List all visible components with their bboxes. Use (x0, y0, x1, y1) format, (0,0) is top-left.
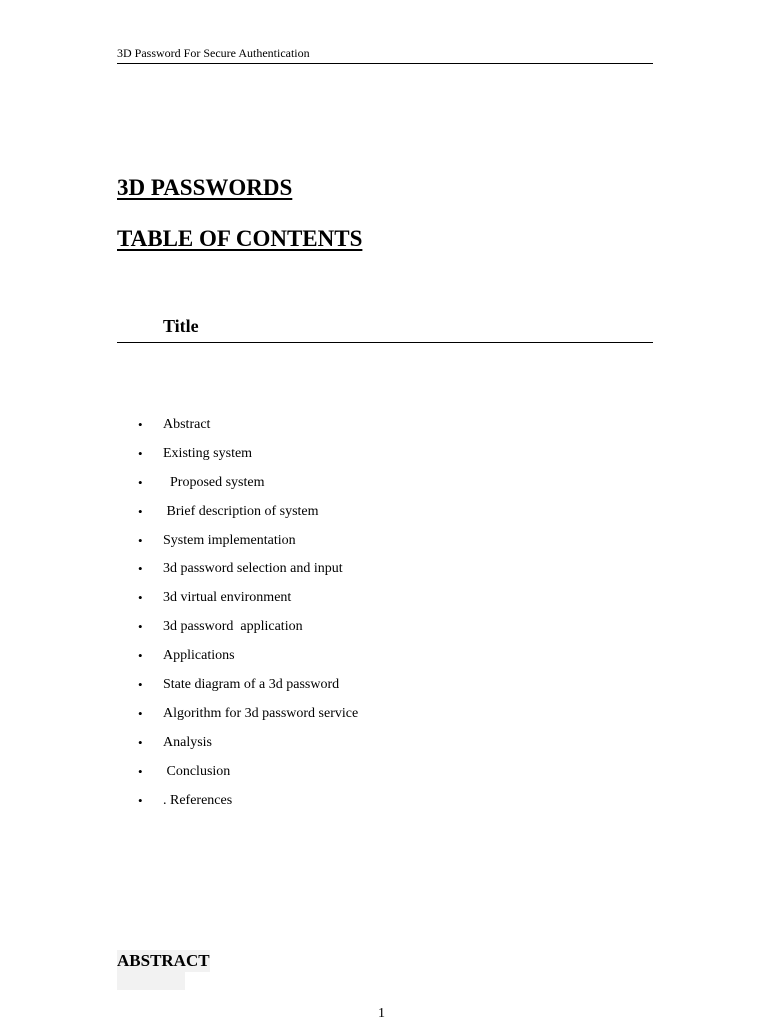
bullet-icon: • (138, 763, 143, 779)
bullet-icon: • (138, 734, 143, 750)
bullet-icon: • (138, 648, 143, 664)
toc-heading: TABLE OF CONTENTS (117, 226, 363, 251)
toc-item-label: 3d password selection and input (163, 561, 343, 577)
toc-item-label: Abstract (163, 417, 211, 432)
running-header-title: 3D Password For Secure Authentication (117, 46, 310, 60)
bullet-icon: • (138, 417, 143, 432)
toc-item (117, 472, 265, 501)
document-title: 3D PASSWORDS (117, 175, 293, 200)
toc-item (117, 587, 292, 616)
bullet-icon: • (138, 445, 143, 461)
toc-item (117, 732, 212, 761)
bullet-icon: • (138, 619, 143, 635)
abstract-section (117, 950, 210, 990)
toc-item-label: Algorithm for 3d password service (163, 705, 359, 721)
toc-item-label: Applications (163, 648, 235, 664)
toc-item-label: Brief description of system (163, 503, 319, 519)
bullet-icon: • (138, 474, 143, 490)
toc-item (117, 761, 231, 790)
toc-item (117, 645, 235, 674)
toc-item (117, 616, 303, 645)
toc-item-label: Analysis (163, 734, 212, 750)
running-header (117, 46, 653, 64)
toc-item-label: Conclusion (163, 763, 231, 779)
toc-column-header (117, 313, 653, 343)
bullet-icon: • (138, 792, 143, 808)
toc-item-label: 3d virtual environment (163, 590, 292, 606)
toc-item (117, 530, 296, 559)
toc-item-label: Existing system (163, 445, 253, 461)
toc-item (117, 501, 319, 530)
bullet-icon: • (138, 532, 143, 548)
toc-item (117, 443, 253, 472)
toc-item-label: State diagram of a 3d password (163, 677, 340, 693)
bullet-icon: • (138, 705, 143, 721)
page-number: 1 (378, 1006, 385, 1021)
toc-item (117, 414, 211, 443)
bullet-icon: • (138, 503, 143, 519)
toc-item (117, 703, 359, 732)
toc-item-label: Proposed system (163, 474, 265, 490)
toc-item-label: 3d password application (163, 619, 303, 635)
abstract-heading: ABSTRACT (117, 951, 210, 970)
bullet-icon: • (138, 677, 143, 693)
toc-item (117, 674, 340, 703)
toc-item-label: System implementation (163, 532, 296, 548)
toc-list (117, 414, 359, 818)
toc-item-label: . References (163, 792, 233, 808)
toc-item (117, 790, 233, 819)
toc-item (117, 558, 343, 587)
toc-column-heading: Title (163, 316, 199, 336)
bullet-icon: • (138, 561, 143, 577)
bullet-icon: • (138, 590, 143, 606)
